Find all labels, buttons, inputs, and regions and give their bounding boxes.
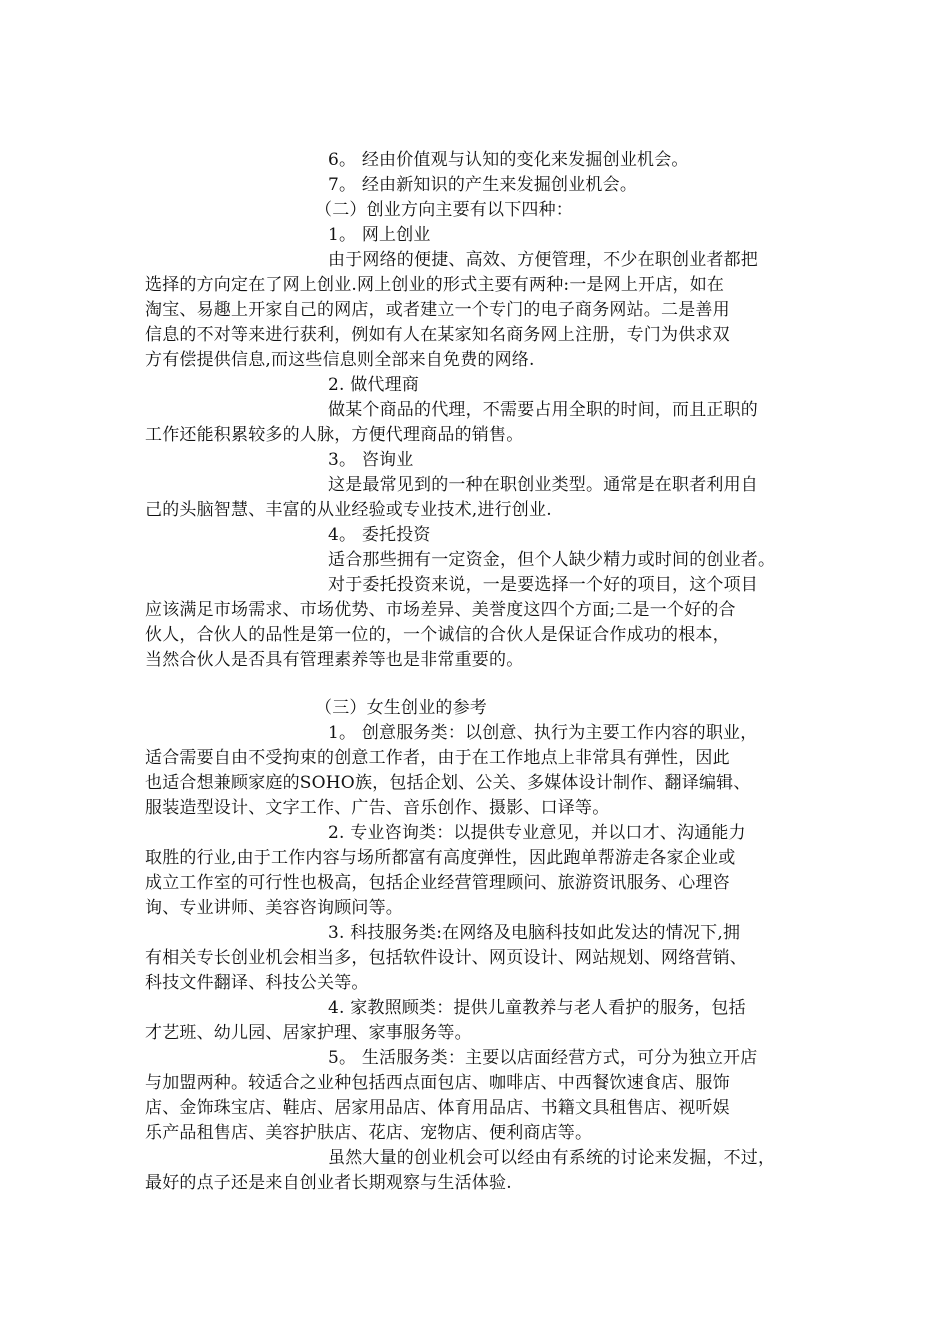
subheading-online-business: 1。 网上创业 xyxy=(328,225,431,245)
paragraph-line: 虽然大量的创业机会可以经由有系统的讨论来发掘，不过， xyxy=(328,1148,776,1168)
paragraph-line: 成立工作室的可行性也极高，包括企业经营管理顾问、旅游资讯服务、心理咨 xyxy=(145,873,730,893)
paragraph-line: 店、金饰珠宝店、鞋店、居家用品店、体育用品店、书籍文具租售店、视听娱 xyxy=(145,1098,730,1118)
paragraph-line: 信息的不对等来进行获利，例如有人在某家知名商务网上注册，专门为供求双 xyxy=(145,325,730,345)
paragraph-line: 选择的方向定在了网上创业.网上创业的形式主要有两种:一是网上开店，如在 xyxy=(145,275,725,295)
paragraph-line: 也适合想兼顾家庭的SOHO族，包括企划、公关、多媒体设计制作、翻译编辑、 xyxy=(145,773,751,793)
paragraph-line: 科技文件翻译、科技公关等。 xyxy=(145,973,369,993)
paragraph-line: 当然合伙人是否具有管理素养等也是非常重要的。 xyxy=(145,650,524,670)
paragraph-line: 询、专业讲师、美容咨询顾问等。 xyxy=(145,898,403,918)
subheading-investment: 4。 委托投资 xyxy=(328,525,431,545)
section-heading-3: （三）女生创业的参考 xyxy=(315,698,487,718)
subheading-consulting: 3。 咨询业 xyxy=(328,450,414,470)
paragraph-line: 对于委托投资来说，一是要选择一个好的项目，这个项目 xyxy=(328,575,758,595)
paragraph-line: 1。 创意服务类：以创意、执行为主要工作内容的职业， xyxy=(328,723,758,743)
paragraph-line: 有相关专长创业机会相当多，包括软件设计、网页设计、网站规划、网络营销、 xyxy=(145,948,747,968)
paragraph-line: 适合那些拥有一定资金，但个人缺少精力或时间的创业者。 xyxy=(328,550,776,570)
paragraph-line: 取胜的行业,由于工作内容与场所都富有高度弹性，因此跑单帮游走各家企业或 xyxy=(145,848,736,868)
list-item-7: 7。 经由新知识的产生来发掘创业机会。 xyxy=(328,175,638,195)
paragraph-line: 服装造型设计、文字工作、广告、音乐创作、摄影、口译等。 xyxy=(145,798,610,818)
paragraph-line: 做某个商品的代理，不需要占用全职的时间，而且正职的 xyxy=(328,400,758,420)
paragraph-line: 淘宝、易趣上开家自己的网店，或者建立一个专门的电子商务网站。二是善用 xyxy=(145,300,730,320)
paragraph-line: 5。 生活服务类：主要以店面经营方式，可分为独立开店 xyxy=(328,1048,758,1068)
paragraph-line: 工作还能积累较多的人脉，方便代理商品的销售。 xyxy=(145,425,524,445)
paragraph-line: 这是最常见到的一种在职创业类型。通常是在职者利用自 xyxy=(328,475,758,495)
paragraph-line: 与加盟两种。较适合之业种包括西点面包店、咖啡店、中西餐饮速食店、服饰 xyxy=(145,1073,730,1093)
paragraph-line: 才艺班、幼儿园、居家护理、家事服务等。 xyxy=(145,1023,472,1043)
paragraph-line: 最好的点子还是来自创业者长期观察与生活体验. xyxy=(145,1173,512,1193)
paragraph-line: 由于网络的便捷、高效、方便管理，不少在职创业者都把 xyxy=(328,250,758,270)
paragraph-line: 适合需要自由不受拘束的创意工作者，由于在工作地点上非常具有弹性，因此 xyxy=(145,748,730,768)
paragraph-line: 应该满足市场需求、市场优势、市场差异、美誉度这四个方面;二是一个好的合 xyxy=(145,600,736,620)
paragraph-line: 3. 科技服务类:在网络及电脑科技如此发达的情况下,拥 xyxy=(328,923,741,943)
paragraph-line: 伙人，合伙人的品性是第一位的，一个诚信的合伙人是保证合作成功的根本， xyxy=(145,625,730,645)
section-heading-2: （二）创业方向主要有以下四种： xyxy=(315,200,573,220)
subheading-agent: 2. 做代理商 xyxy=(328,375,420,395)
paragraph-line: 乐产品租售店、美容护肤店、花店、宠物店、便利商店等。 xyxy=(145,1123,593,1143)
paragraph-line: 己的头脑智慧、丰富的从业经验或专业技术,进行创业. xyxy=(145,500,552,520)
paragraph-line: 4. 家教照顾类：提供儿童教养与老人看护的服务，包括 xyxy=(328,998,746,1018)
list-item-6: 6。 经由价值观与认知的变化来发掘创业机会。 xyxy=(328,150,689,170)
paragraph-line: 方有偿提供信息,而这些信息则全部来自免费的网络. xyxy=(145,350,535,370)
paragraph-line: 2. 专业咨询类：以提供专业意见，并以口才、沟通能力 xyxy=(328,823,746,843)
